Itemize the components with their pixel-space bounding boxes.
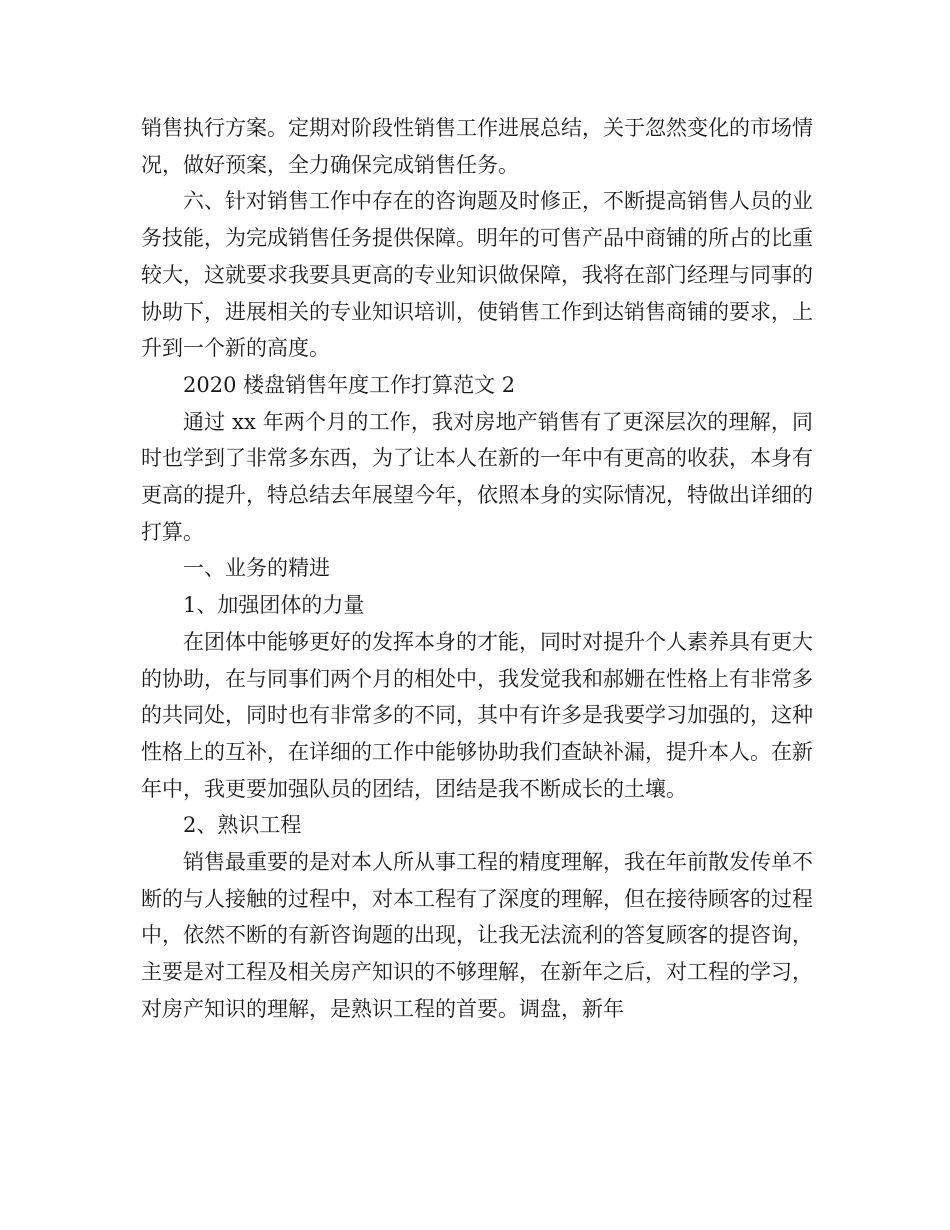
paragraph-3: 通过 xx 年两个月的工作，我对房地产销售有了更深层次的理解，同时也学到了非常多东西，为了让本人在新的一年中有更高的收获，本身有更高的提升，特总结去年展望今年，依照本身的实际情况，特做出详细的打算。	[141, 409, 813, 544]
section-title: 2020 楼盘销售年度工作打算范文 2	[183, 372, 516, 397]
paragraph-1: 销售执行方案。定期对阶段性销售工作进展总结，关于忽然变化的市场情况，做好预案，全力确保完成销售任务。	[141, 116, 813, 177]
subheading-team: 1、加强团体的力量	[183, 593, 365, 618]
paragraph-4: 在团体中能够更好的发挥本身的才能，同时对提升个人素养具有更大的协助，在与同事们两个月的相处中，我发觉我和郝姗在性格上有非常多的共同处，同时也有非常多的不同，其中有许多是我要学习加强的，这种性格上的互补，在详细的工作中能够协助我们查缺补漏，提升本人。在新年中，我更要加强队员的团结，团结是我不断成长的土壤。	[141, 629, 813, 801]
subheading-project: 2、熟识工程	[183, 813, 302, 838]
paragraph-2: 六、针对销售工作中存在的咨询题及时修正，不断提高销售人员的业务技能，为完成销售任务提供保障。明年的可售产品中商铺的所占的比重较大，这就要求我要具更高的专业知识做保障，我将在部门经理与同事的协助下，进展相关的专业知识培训，使销售工作到达销售商铺的要求，上升到一个新的高度。	[141, 189, 813, 361]
paragraph-5: 销售最重要的是对本人所从事工程的精度理解，我在年前散发传单不断的与人接触的过程中，对本工程有了深度的理解，但在接待顾客的过程中，依然不断的有新咨询题的出现，让我无法流利的答复顾客的提咨询，主要是对工程及相关房产知识的不够理解，在新年之后，对工程的学习，对房产知识的理解，是熟识工程的首要。调盘，新年	[141, 850, 813, 1021]
heading-business: 一、业务的精进	[183, 556, 330, 581]
document-body	[141, 110, 813, 1028]
